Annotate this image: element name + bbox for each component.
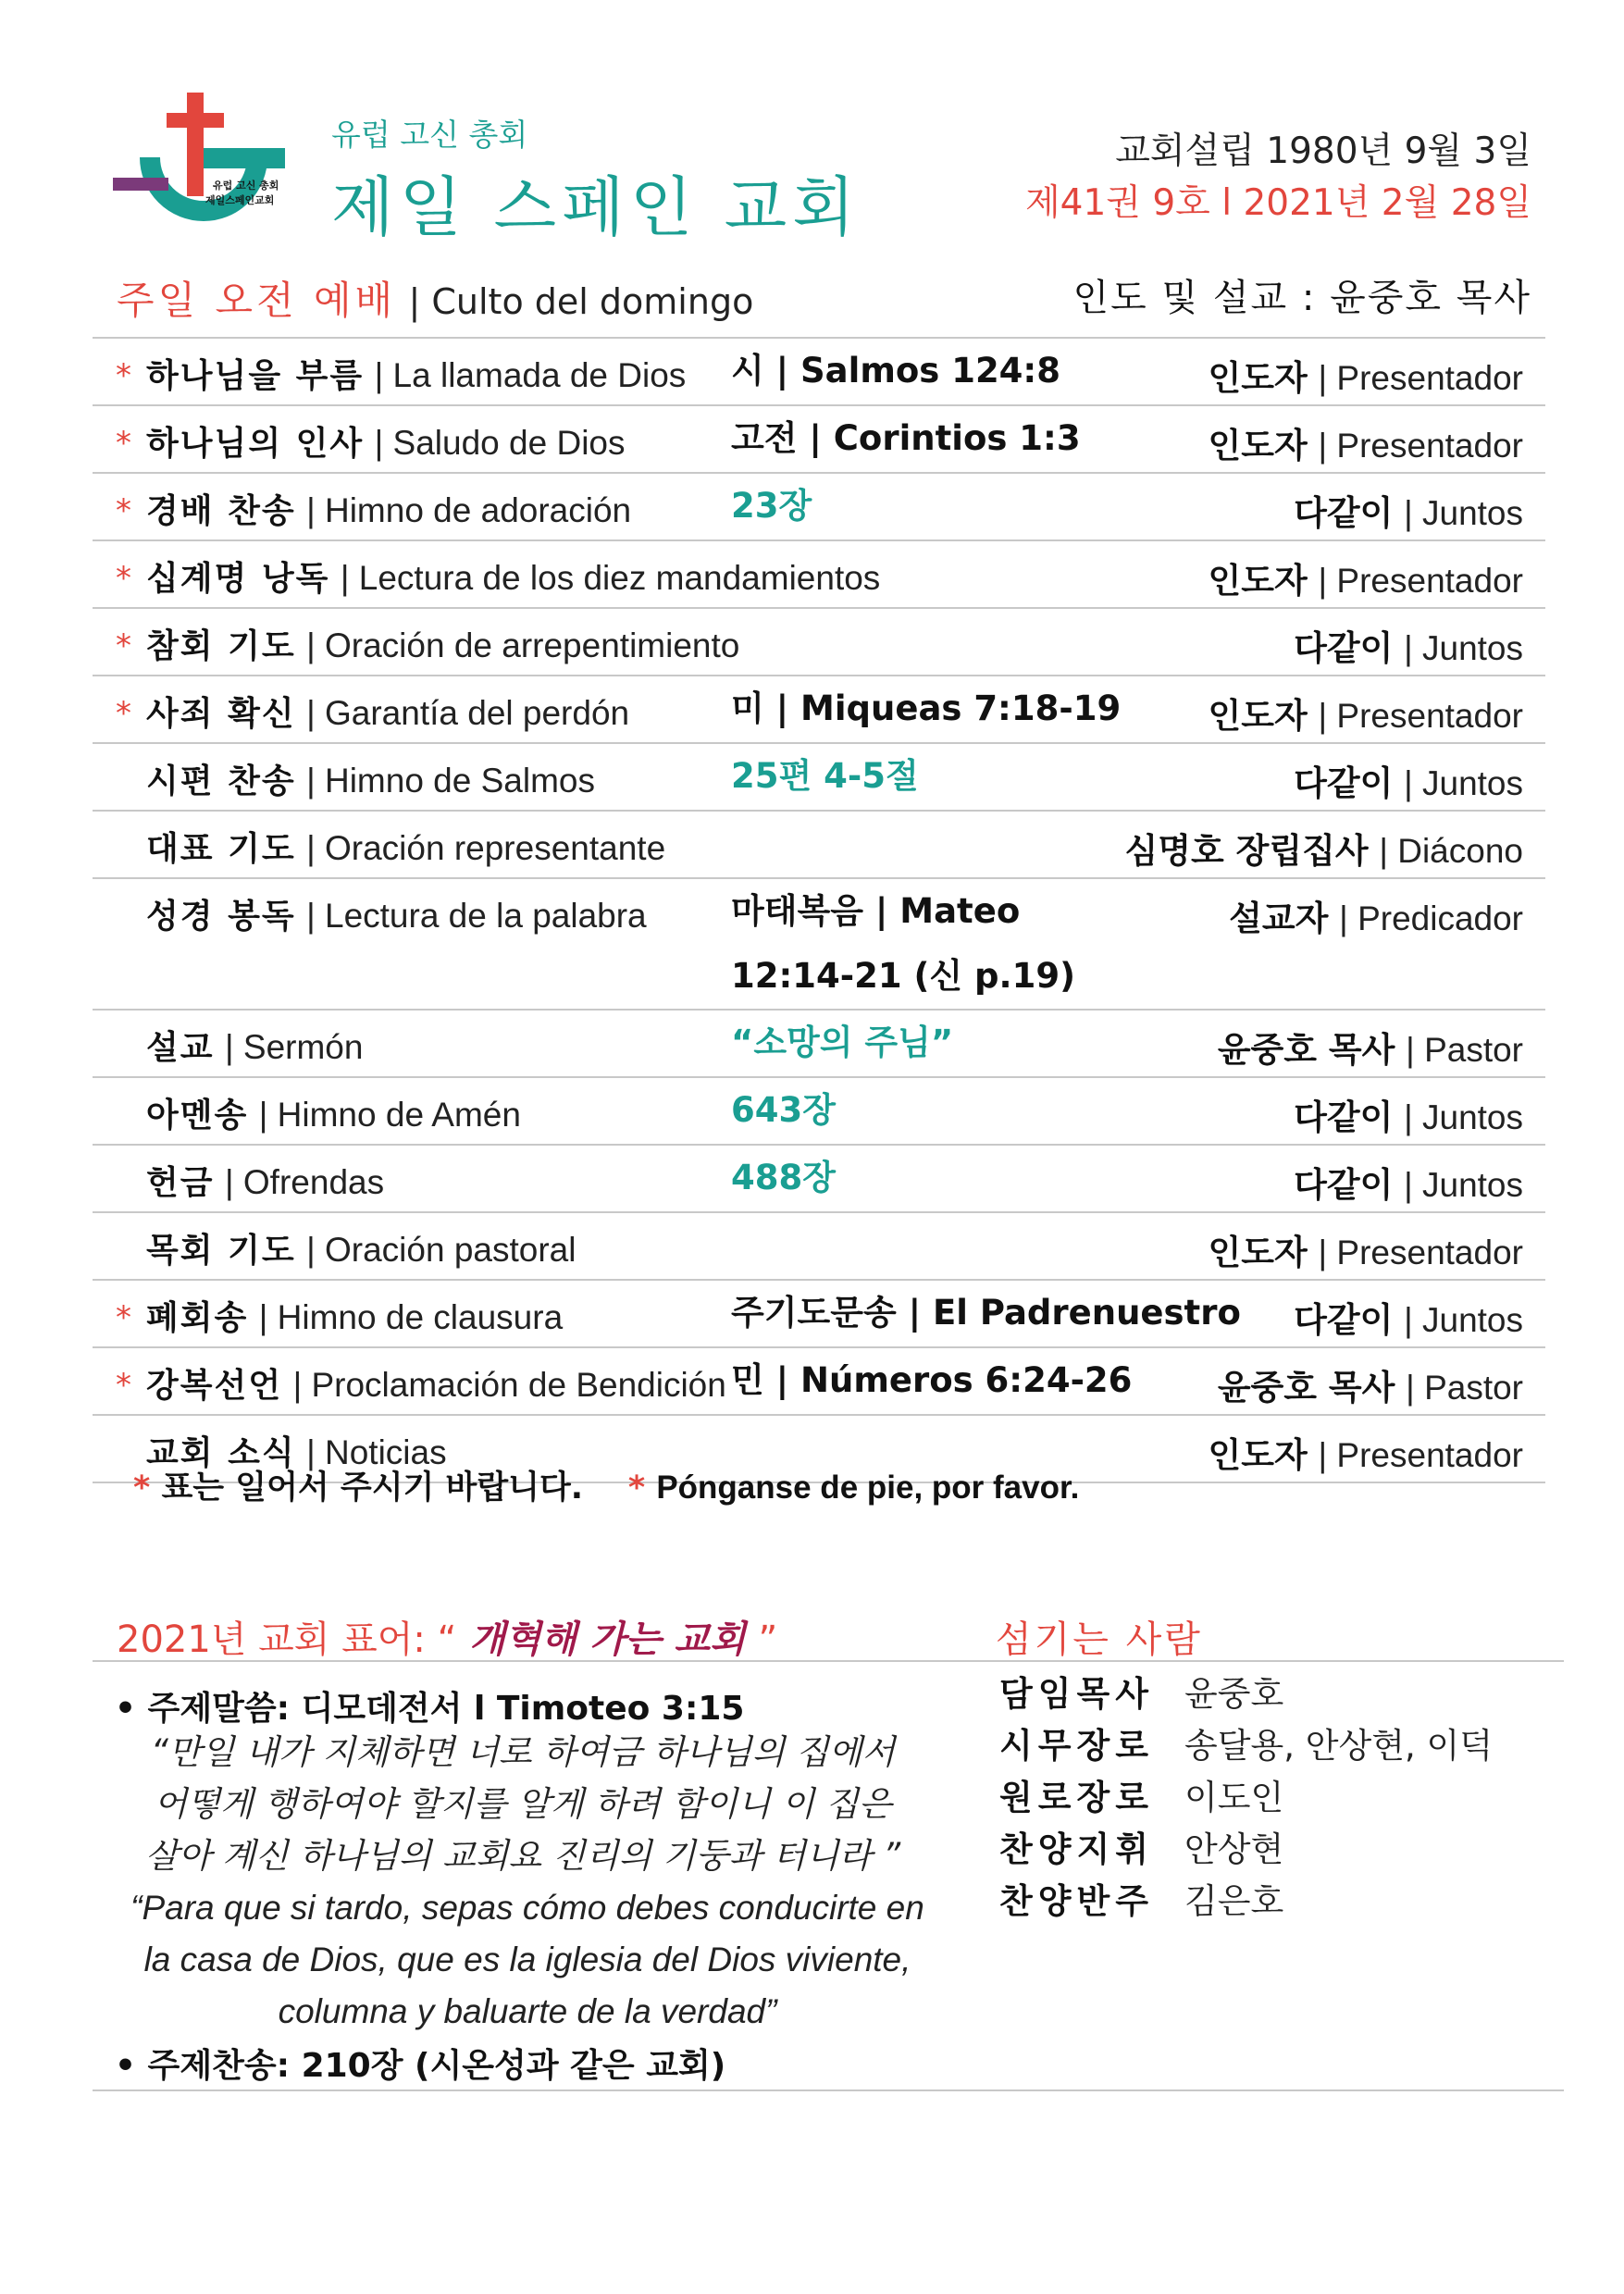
leader-ko: 다같이	[1294, 628, 1394, 668]
service-title-ko: 주일 오전 예배	[117, 278, 397, 323]
leader-ko: 다같이	[1294, 493, 1394, 533]
item-leader	[1294, 1157, 1523, 1207]
theme-verse-es	[102, 1882, 953, 2038]
item-name-es: | Ofrendas	[225, 1163, 385, 1201]
stand-note	[133, 1462, 1079, 1508]
verse-ko-line: 살아 계신 하나님의 교회요 진리의 기둥과 터니라 ”	[144, 1836, 901, 1876]
item-name-es: | Proclamación de Bendición	[292, 1366, 726, 1404]
stand-marker: *	[116, 695, 131, 732]
verse-es-line: “Para que si tardo, sepas cómo debes conducirte en	[130, 1889, 924, 1927]
assembly-name: 유럽 고신 총회	[331, 117, 528, 153]
staff-row	[999, 1873, 1493, 1925]
item-detail-line: 23장	[731, 486, 812, 526]
item-name-es: | Saludo de Dios	[374, 424, 626, 462]
item-leader	[1209, 417, 1523, 467]
service-item	[146, 1359, 726, 1407]
serve-heading: 섬기는 사람	[996, 1618, 1203, 1661]
item-detail-line: “소망의 주님”	[731, 1023, 954, 1062]
leader-es: | Juntos	[1404, 629, 1523, 667]
leader-es: | Presentador	[1318, 562, 1523, 600]
stand-note-es: Pónganse de pie, por favor.	[656, 1469, 1080, 1506]
service-item	[146, 350, 686, 397]
item-leader	[1294, 1292, 1523, 1342]
service-item	[146, 823, 665, 870]
staff-role: 담임목사	[999, 1674, 1154, 1714]
stand-star-2: *	[627, 1469, 646, 1507]
service-row	[93, 1076, 1545, 1144]
service-row	[93, 675, 1545, 742]
verse-ko-line: 어떻게 행하여야 할지를 알게 하려 함이니 이 집은	[154, 1784, 892, 1824]
item-leader	[1209, 350, 1523, 400]
motto-quote: 개혁해 가는 교회	[456, 1618, 759, 1661]
item-detail	[731, 339, 1060, 403]
leader-ko: 인도자	[1208, 426, 1308, 465]
staff-role: 원로장로	[999, 1778, 1154, 1817]
service-row	[93, 1279, 1545, 1346]
stand-marker: *	[116, 1367, 131, 1404]
item-name-es: | Himno de clausura	[258, 1298, 564, 1336]
service-row	[93, 539, 1545, 607]
item-detail-line: 25편 4-5절	[731, 756, 919, 796]
order-of-service	[93, 337, 1545, 1483]
leader-es: | Juntos	[1404, 1301, 1523, 1339]
stand-marker: *	[116, 357, 131, 394]
item-name-ko: 하나님을 부름	[146, 357, 365, 395]
item-leader	[1218, 1022, 1523, 1072]
item-leader	[1294, 485, 1523, 535]
stand-marker: *	[116, 492, 131, 529]
item-name-ko: 헌금	[146, 1164, 215, 1202]
service-item	[146, 1224, 576, 1271]
leader-ko: 설교자	[1229, 899, 1329, 938]
stand-star: *	[133, 1469, 151, 1507]
staff-name: 김은호	[1184, 1881, 1284, 1921]
item-detail	[731, 1281, 1241, 1345]
issue-info: 제41권 9호 l 2021년 2월 28일	[1025, 182, 1531, 224]
service-row	[93, 404, 1545, 472]
service-row	[93, 810, 1545, 877]
service-row	[93, 337, 1545, 404]
leader-es: | Pastor	[1406, 1031, 1523, 1069]
item-name-es: | Garantía del perdón	[306, 694, 630, 732]
item-name-es: | Oración pastoral	[306, 1231, 576, 1269]
item-leader	[1125, 823, 1524, 873]
verse-es-line: columna y baluarte de la verdad”	[278, 1992, 777, 2030]
item-name-ko: 하나님의 인사	[146, 425, 365, 463]
leader-es: | Juntos	[1404, 494, 1523, 532]
item-detail	[731, 676, 1121, 741]
svg-text:유럽 고신 총회: 유럽 고신 총회	[213, 180, 279, 192]
item-name-es: | Himno de Salmos	[306, 762, 595, 800]
item-name-es: | Himno de adoración	[306, 491, 632, 529]
leader-es: | Juntos	[1404, 1098, 1523, 1136]
item-detail-line: 488장	[731, 1158, 836, 1197]
church-name: 제일 스페인 교회	[331, 169, 861, 245]
svg-text:제일스페인교회: 제일스페인교회	[205, 194, 275, 206]
service-item	[146, 890, 647, 937]
leader-es: | Presentador	[1318, 1436, 1523, 1474]
service-item	[146, 755, 595, 802]
stand-marker: *	[116, 560, 131, 597]
item-detail-line: 마태복음 | Mateo	[731, 891, 1021, 931]
leader-es: | Predicador	[1339, 899, 1523, 937]
staff-row	[999, 1821, 1493, 1873]
stand-marker: *	[116, 1299, 131, 1336]
preacher-line: 인도 및 설교 : 윤중호 목사	[1072, 277, 1531, 319]
divider	[93, 1660, 1564, 1662]
leader-es: | Juntos	[1404, 1166, 1523, 1204]
leader-ko: 심명호 장립집사	[1124, 831, 1369, 871]
staff-name: 안상현	[1184, 1829, 1284, 1869]
stand-marker: *	[116, 425, 131, 462]
item-detail	[731, 1011, 953, 1075]
service-title	[117, 270, 753, 326]
leader-ko: 인도자	[1208, 561, 1308, 601]
church-logo	[113, 93, 289, 242]
item-name-es: | Oración de arrepentimiento	[306, 626, 740, 664]
stand-note-ko: 표는 일어서 주시기 바랍니다.	[161, 1469, 584, 1507]
item-name-ko: 설교	[146, 1029, 215, 1067]
item-name-ko: 목회 기도	[146, 1232, 296, 1270]
staff-name: 윤중호	[1184, 1674, 1284, 1714]
item-detail-line: 12:14-21 (신 p.19)	[731, 956, 1075, 996]
item-name-ko: 시편 찬송	[146, 763, 296, 800]
leader-es: | Presentador	[1318, 359, 1523, 397]
leader-ko: 윤중호 목사	[1217, 1368, 1395, 1407]
item-detail	[731, 744, 919, 809]
verse-ko-line: “만일 내가 지체하면 너로 하여금 하나님의 집에서	[150, 1732, 896, 1772]
item-name-ko: 대표 기도	[146, 830, 296, 868]
verse-es-line: la casa de Dios, que es la iglesia del Dios viviente,	[143, 1941, 911, 1978]
item-name-ko: 경배 찬송	[146, 492, 296, 530]
leader-ko: 다같이	[1294, 1165, 1394, 1205]
service-item	[146, 1022, 363, 1069]
item-name-ko: 폐회송	[146, 1299, 249, 1337]
service-row	[93, 472, 1545, 539]
item-name-es: | Sermón	[225, 1028, 364, 1066]
staff-name: 송달용, 안상현, 이덕	[1184, 1726, 1493, 1766]
leader-es: | Presentador	[1318, 697, 1523, 735]
stand-marker: *	[116, 627, 131, 664]
item-leader	[1294, 620, 1523, 670]
item-detail-line: 민 | Números 6:24-26	[731, 1360, 1133, 1400]
service-item	[146, 417, 626, 465]
item-leader	[1209, 1224, 1523, 1274]
service-title-es: | Culto del domingo	[408, 281, 754, 322]
leader-es: | Presentador	[1318, 1234, 1523, 1271]
leader-ko: 인도자	[1208, 1233, 1308, 1272]
leader-ko: 다같이	[1294, 1097, 1394, 1137]
staff-role: 찬양지휘	[999, 1829, 1154, 1869]
staff-name: 이도인	[1184, 1778, 1284, 1817]
staff-row	[999, 1666, 1493, 1717]
item-detail-line: 고전 | Corintios 1:3	[731, 418, 1081, 458]
service-item	[146, 620, 739, 667]
motto-label: 2021년 교회 표어: “	[117, 1618, 457, 1661]
leader-es: | Diácono	[1379, 832, 1523, 870]
divider	[93, 2089, 1564, 2091]
theme-hymn: • 주제찬송: 210장 (시온성과 같은 교회)	[115, 2047, 726, 2085]
item-name-es: | Noticias	[306, 1433, 447, 1471]
item-detail-line: 643장	[731, 1090, 836, 1130]
service-row	[93, 1009, 1545, 1076]
leader-es: | Presentador	[1318, 427, 1523, 465]
motto-heading	[117, 1610, 777, 1663]
staff-row	[999, 1717, 1493, 1769]
service-item	[146, 485, 631, 532]
service-row	[93, 1346, 1545, 1414]
item-name-ko: 성경 봉독	[146, 898, 296, 936]
service-item	[146, 552, 880, 600]
item-name-ko: 아멘송	[146, 1097, 249, 1135]
theme-verse-ko	[120, 1727, 925, 1882]
leader-ko: 인도자	[1208, 696, 1308, 736]
item-detail-line: 미 | Miqueas 7:18-19	[731, 688, 1122, 728]
service-item	[146, 1157, 384, 1204]
item-leader	[1229, 890, 1523, 940]
item-leader	[1209, 688, 1523, 738]
staff-role: 시무장로	[999, 1726, 1154, 1766]
item-detail-line: 주기도문송 | El Padrenuestro	[731, 1293, 1241, 1333]
item-leader	[1294, 1089, 1523, 1139]
item-detail	[731, 879, 1075, 1009]
item-name-ko: 참회 기도	[146, 627, 296, 665]
service-row	[93, 1144, 1545, 1211]
service-row	[93, 607, 1545, 675]
service-item	[146, 688, 629, 735]
item-leader	[1294, 755, 1523, 805]
item-detail	[731, 1146, 836, 1210]
item-leader	[1209, 552, 1523, 602]
item-detail	[731, 1078, 836, 1143]
leader-ko: 윤중호 목사	[1217, 1030, 1395, 1070]
leader-ko: 인도자	[1208, 358, 1308, 398]
service-row	[93, 1211, 1545, 1279]
item-detail	[731, 474, 812, 539]
item-name-ko: 십계명 낭독	[146, 560, 330, 598]
theme-verse-label: • 주제말씀: 디모데전서 l Timoteo 3:15	[115, 1690, 745, 1728]
item-name-es: | Lectura de la palabra	[306, 897, 647, 935]
item-name-es: | Lectura de los diez mandamientos	[340, 559, 881, 597]
item-detail	[731, 1348, 1132, 1413]
leader-ko: 인도자	[1208, 1435, 1308, 1475]
leader-ko: 다같이	[1294, 1300, 1394, 1340]
item-name-ko: 교회 소식	[146, 1434, 296, 1472]
item-detail-line: 시 | Salmos 124:8	[731, 351, 1060, 391]
staff-role: 찬양반주	[999, 1881, 1154, 1921]
leader-ko: 다같이	[1294, 763, 1394, 803]
item-name-ko: 강복선언	[146, 1367, 283, 1405]
leader-es: | Pastor	[1406, 1369, 1523, 1407]
item-leader	[1218, 1359, 1523, 1409]
service-row	[93, 742, 1545, 810]
item-name-ko: 사죄 확신	[146, 695, 296, 733]
item-detail	[731, 406, 1081, 471]
item-name-es: | Oración representante	[306, 829, 666, 867]
service-row	[93, 877, 1545, 1009]
motto-close: ”	[758, 1618, 778, 1661]
leader-es: | Juntos	[1404, 764, 1523, 802]
item-name-es: | La llamada de Dios	[374, 356, 687, 394]
staff-list	[999, 1666, 1493, 1925]
founding-date: 교회설립 1980년 9월 3일	[1115, 130, 1531, 172]
service-item	[146, 1089, 521, 1136]
staff-row	[999, 1769, 1493, 1821]
item-name-es: | Himno de Amén	[258, 1096, 521, 1134]
service-item	[146, 1292, 563, 1339]
item-leader	[1209, 1427, 1523, 1477]
